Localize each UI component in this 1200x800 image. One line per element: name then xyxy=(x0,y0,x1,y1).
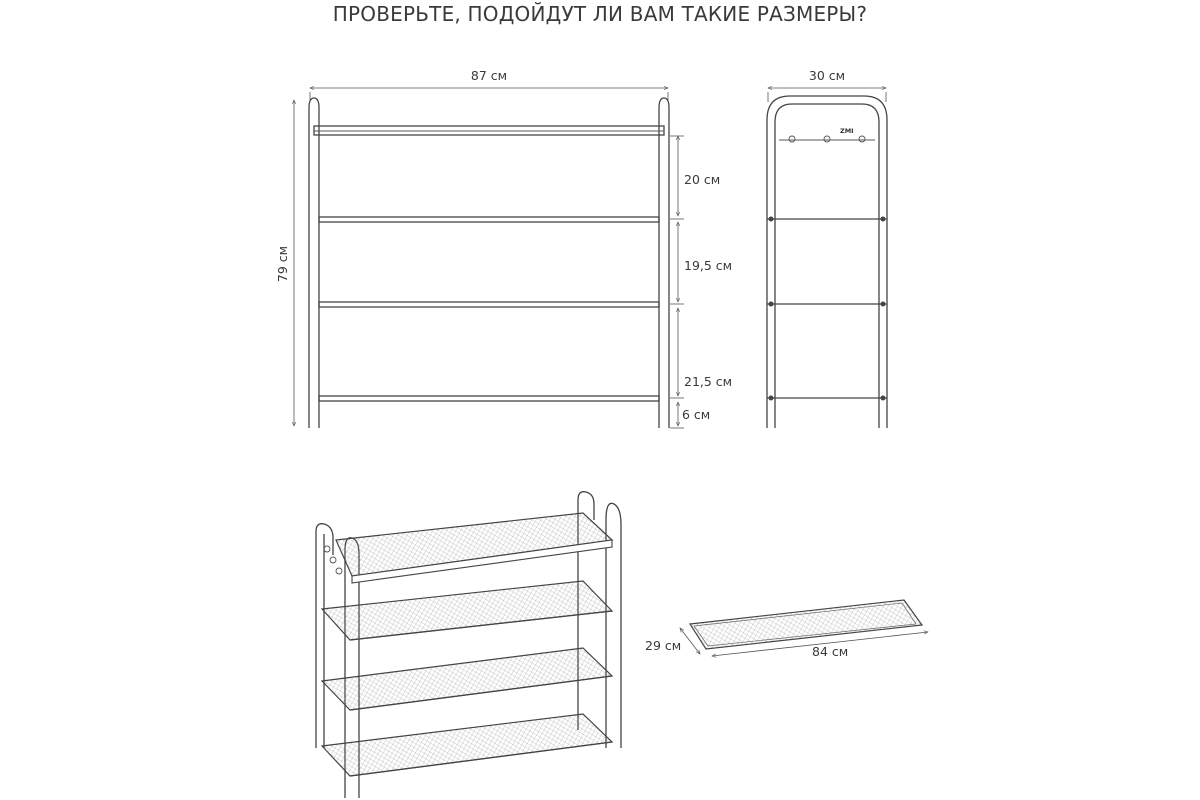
right-post xyxy=(659,98,669,428)
top-shelf xyxy=(314,126,664,135)
shelf-panel xyxy=(645,600,928,659)
gap-3-label: 21,5 см xyxy=(684,374,733,389)
isometric-view xyxy=(316,492,621,798)
iso-shelf-4 xyxy=(322,714,612,776)
hook-icon xyxy=(859,136,865,142)
brand-logo: ZMI xyxy=(840,127,854,135)
side-frame-outer xyxy=(767,96,887,428)
shelf-panel-shape xyxy=(690,600,922,649)
side-view xyxy=(767,68,887,428)
hook-icon xyxy=(789,136,795,142)
iso-shelf-3 xyxy=(322,648,612,710)
side-frame-inner xyxy=(775,104,879,428)
iso-shelf-2 xyxy=(322,581,612,640)
panel-depth-label: 29 см xyxy=(645,638,682,653)
leg-label: 6 см xyxy=(682,407,711,422)
height-label: 79 см xyxy=(275,245,290,283)
shelf-3 xyxy=(319,302,659,307)
front-view xyxy=(275,68,732,428)
gap-1-label: 20 см xyxy=(684,172,721,187)
width-label: 87 см xyxy=(470,68,508,83)
left-post xyxy=(309,98,319,428)
depth-label: 30 см xyxy=(808,68,846,83)
shelf-4 xyxy=(319,396,659,401)
gap-2-label: 19,5 см xyxy=(684,258,733,273)
panel-length-label: 84 см xyxy=(812,644,849,659)
shelf-2 xyxy=(319,217,659,222)
page-title: ПРОВЕРЬТЕ, ПОДОЙДУТ ЛИ ВАМ ТАКИЕ РАЗМЕРЫ? xyxy=(332,2,868,26)
hook-icon xyxy=(824,136,830,142)
